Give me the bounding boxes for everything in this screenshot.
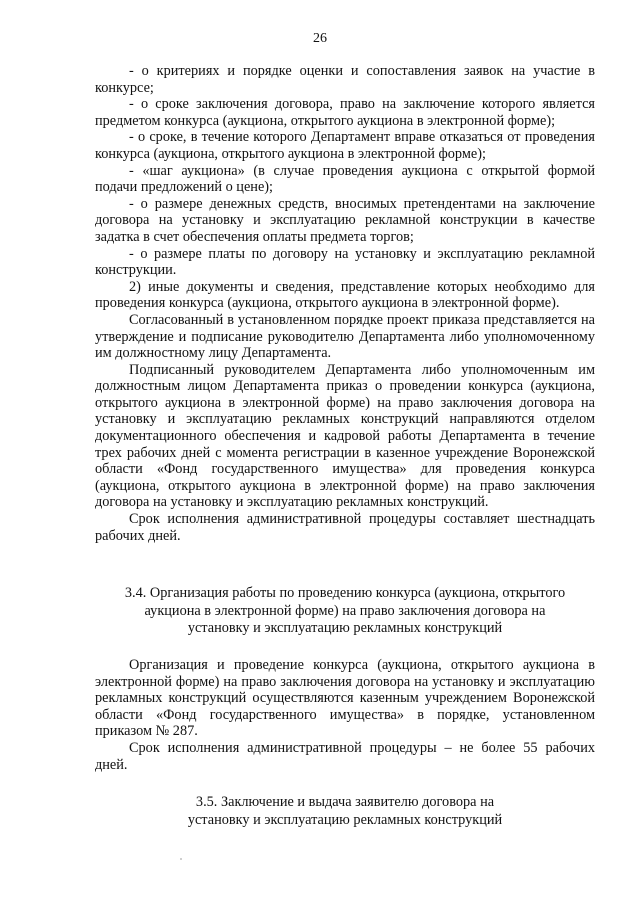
paragraph: - «шаг аукциона» (в случае проведения аукциона с открытой формой подачи предложений о цене); [95, 162, 595, 196]
paragraph: Организация и проведение конкурса (аукциона, открытого аукциона в электронной форме) на право заключения договора на установку и эксплуатацию рекламных конструкций осуществляются казенным учреждением Воронежской области «Фонд государственного имущества» в порядке, установленном приказом № 287. [95, 657, 595, 740]
paragraph: 2) иные документы и сведения, представление которых необходимо для проведения конкурса (аукциона, открытого аукциона в электронной форме). [95, 278, 595, 312]
paragraph: Подписанный руководителем Департамента либо уполномоченным им должностным лицом Департамента приказ о проведении конкурса (аукциона, открытого аукциона в электронной форме) на право заключения договора на установку и эксплуатацию рекламных конструкций направляются отделом документационного обеспечения и кадровой работы Департамента в течение трех рабочих дней с момента регистрации в казенное учреждение Воронежской области «Фонд государственного имущества» для проведения конкурса (аукциона, открытого аукциона в электронной форме) на право заключения договора на установку и эксплуатацию рекламных конструкций. [95, 361, 595, 511]
heading-line: установку и эксплуатацию рекламных конструкций [187, 811, 503, 828]
paragraph: Согласованный в установленном порядке проект приказа представляется на утверждение и подписание руководителю Департамента либо уполномоченному им должностному лицу Департамента. [95, 311, 595, 362]
page-number: 26 [313, 31, 327, 46]
paragraph: Срок исполнения административной процедуры составляет шестнадцать рабочих дней. [95, 511, 595, 544]
paragraph: - о критериях и порядке оценки и сопоставления заявок на участие в конкурсе; [95, 63, 595, 96]
heading-line: установку и эксплуатацию рекламных конструкций [187, 620, 503, 636]
text-block-procedure [95, 63, 595, 544]
paragraph: - о сроке, в течение которого Департамент вправе отказаться от проведения конкурса (аукциона, открытого аукциона в электронной форме); [95, 129, 595, 162]
scan-speck [180, 858, 182, 860]
paragraph: Срок исполнения административной процедуры – не более 55 рабочих дней. [95, 739, 595, 773]
paragraph: - о размере платы по договору на установку и эксплуатацию рекламной конструкции. [95, 245, 595, 279]
section-heading-3-5 [95, 794, 595, 829]
section-heading-3-4 [95, 585, 595, 638]
paragraph: - о размере денежных средств, вносимых претендентами на заключение договора на установку и эксплуатацию рекламной конструкции в качестве задатка в счет обеспечения оплаты предмета торгов; [95, 195, 595, 245]
heading-line: аукциона в электронной форме) на право заключения договора на [144, 602, 546, 619]
heading-line: 3.5. Заключение и выдача заявителю договора на [195, 794, 495, 810]
heading-line: 3.4. Организация работы по проведению конкурса (аукциона, открытого [124, 585, 566, 601]
paragraph: - о сроке заключения договора, право на заключение которого является предметом конкурса (аукциона, открытого аукциона в электронной форме); [95, 96, 595, 129]
text-block-organization [95, 657, 595, 773]
